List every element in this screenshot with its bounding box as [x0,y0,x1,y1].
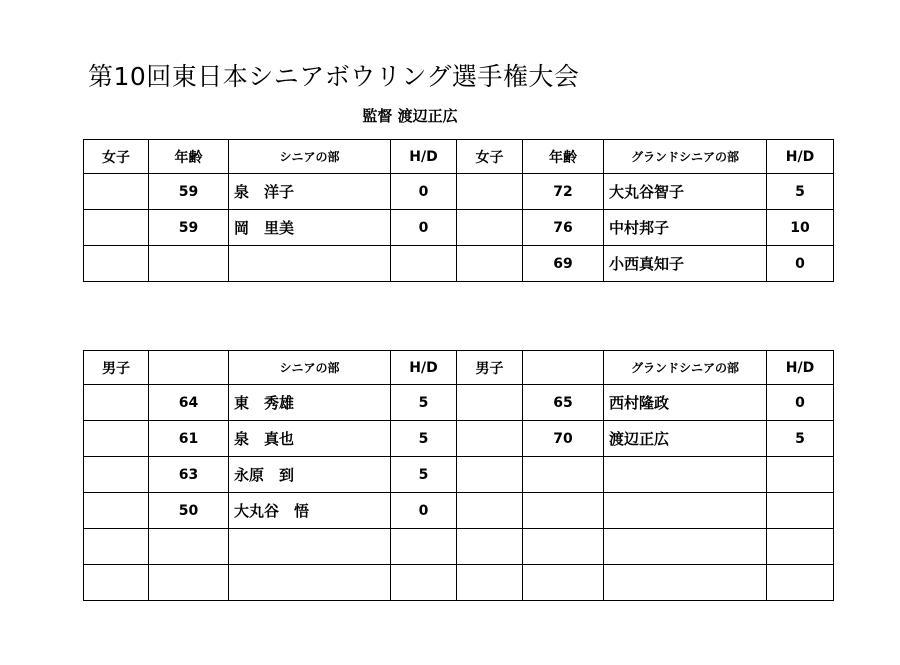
handicap-cell: 0 [391,493,457,529]
category-cell [457,529,523,565]
player-name [229,246,391,282]
header-grand-senior-division: グランドシニアの部 [604,351,767,385]
header-grand-senior-division: グランドシニアの部 [604,140,767,174]
category-cell [84,457,149,493]
category-cell [84,385,149,421]
player-name: 大丸谷 悟 [229,493,391,529]
handicap-cell: 5 [391,385,457,421]
category-cell [84,210,149,246]
category-cell [84,493,149,529]
handicap-cell [391,246,457,282]
table-row [84,385,834,421]
age-cell: 72 [523,174,604,210]
age-cell: 64 [149,385,229,421]
handicap-cell: 0 [767,246,834,282]
header-age [523,351,604,385]
category-cell [457,457,523,493]
category-cell [84,246,149,282]
handicap-cell [767,529,834,565]
age-cell: 63 [149,457,229,493]
header-women-grand: 女子 [457,140,523,174]
age-cell [523,529,604,565]
category-cell [84,529,149,565]
player-name [604,529,767,565]
player-name: 岡 里美 [229,210,391,246]
player-name [604,457,767,493]
age-cell [149,529,229,565]
category-cell [457,385,523,421]
age-cell: 61 [149,421,229,457]
category-cell [457,210,523,246]
player-name: 泉 洋子 [229,174,391,210]
handicap-cell [391,529,457,565]
handicap-cell [767,565,834,601]
category-cell [457,421,523,457]
table-row [84,457,834,493]
category-cell [457,246,523,282]
player-name: 小西真知子 [604,246,767,282]
age-cell [523,565,604,601]
handicap-cell: 5 [391,421,457,457]
age-cell [149,246,229,282]
player-name: 泉 真也 [229,421,391,457]
header-men-grand: 男子 [457,351,523,385]
category-cell [84,565,149,601]
table-row [84,210,834,246]
age-cell [523,457,604,493]
handicap-cell [767,493,834,529]
age-cell: 50 [149,493,229,529]
header-women-senior: 女子 [84,140,149,174]
player-name: 西村隆政 [604,385,767,421]
player-name: 渡辺正広 [604,421,767,457]
handicap-cell: 5 [767,174,834,210]
table-row [84,565,834,601]
handicap-cell: 5 [767,421,834,457]
table-row [84,421,834,457]
table-row [84,529,834,565]
player-name [604,493,767,529]
category-cell [457,493,523,529]
handicap-cell: 0 [391,174,457,210]
table-header-row [84,351,834,385]
header-senior-division: シニアの部 [229,351,391,385]
age-cell: 59 [149,210,229,246]
header-handicap: H/D [391,140,457,174]
age-cell: 70 [523,421,604,457]
table-row [84,493,834,529]
header-age [149,351,229,385]
category-cell [457,174,523,210]
table-row [84,246,834,282]
category-cell [84,421,149,457]
document-title: 第10回東日本シニアボウリング選手権大会 [88,62,580,91]
handicap-cell: 0 [767,385,834,421]
player-name: 大丸谷智子 [604,174,767,210]
handicap-cell: 5 [391,457,457,493]
table-header-row [84,140,834,174]
manager-name: 監督 渡辺正広 [362,107,458,125]
age-cell [149,565,229,601]
player-name: 中村邦子 [604,210,767,246]
handicap-cell: 10 [767,210,834,246]
header-senior-division: シニアの部 [229,140,391,174]
age-cell: 76 [523,210,604,246]
player-name [229,529,391,565]
player-name: 東 秀雄 [229,385,391,421]
header-men-senior: 男子 [84,351,149,385]
player-name: 永原 到 [229,457,391,493]
header-handicap: H/D [767,140,834,174]
table-row [84,174,834,210]
age-cell: 65 [523,385,604,421]
header-age: 年齢 [523,140,604,174]
player-name [229,565,391,601]
handicap-cell [391,565,457,601]
player-name [604,565,767,601]
women-roster-table [83,139,834,282]
handicap-cell [767,457,834,493]
header-age: 年齢 [149,140,229,174]
category-cell [457,565,523,601]
age-cell [523,493,604,529]
age-cell: 69 [523,246,604,282]
category-cell [84,174,149,210]
age-cell: 59 [149,174,229,210]
men-roster-table [83,350,834,601]
header-handicap: H/D [767,351,834,385]
header-handicap: H/D [391,351,457,385]
handicap-cell: 0 [391,210,457,246]
